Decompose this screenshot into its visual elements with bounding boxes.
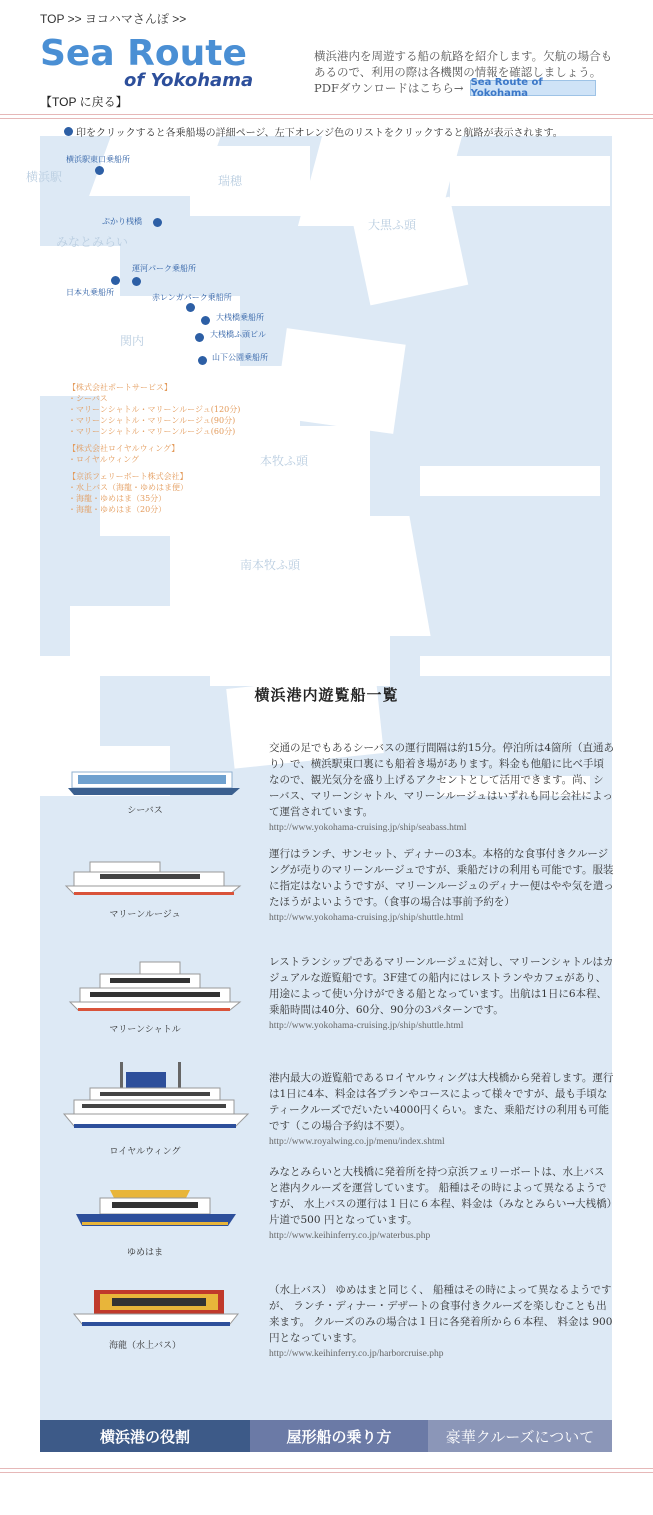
kairyu-ship-icon bbox=[60, 1282, 250, 1336]
nav-port-role[interactable]: 横浜港の役割 bbox=[40, 1420, 250, 1452]
nav-luxury-cruise[interactable]: 豪華クルーズについて bbox=[428, 1420, 612, 1452]
land-block bbox=[450, 156, 610, 206]
pier-pin[interactable] bbox=[111, 276, 120, 285]
land-block bbox=[274, 328, 405, 434]
footer-divider bbox=[0, 1468, 653, 1469]
route-item[interactable]: ・水上バス（海龍・ゆめはま便） bbox=[68, 483, 188, 492]
pier-label[interactable]: 日本丸乗船所 bbox=[66, 288, 114, 297]
pier-pin[interactable] bbox=[195, 333, 204, 342]
route-item[interactable]: ・ロイヤルウィング bbox=[68, 455, 140, 464]
district-label: 関内 bbox=[120, 334, 145, 348]
route-item[interactable]: ・シーバス bbox=[68, 394, 108, 403]
site-logo-sub: of Yokohama bbox=[124, 70, 254, 91]
ship-description bbox=[269, 954, 614, 1034]
land-block bbox=[420, 656, 610, 676]
ship-desc-text: みなとみらいと大桟橋に発着所を持つ京浜フェリーボートは、水上バスと港内クルーズを運営しています。 船種はその時によって異なるようですが、 水上バスの運行は１日に６本程、料金は（みなとみらい→大桟橋）片道で500 円となっています。 bbox=[269, 1166, 612, 1226]
ship-url-link[interactable]: http://www.keihinferry.co.jp/waterbus.php bbox=[269, 1231, 431, 1241]
breadcrumb[interactable]: TOP >> ヨコハマさんぽ >> bbox=[40, 12, 187, 26]
pdf-download-button[interactable]: Sea Route of Yokohama bbox=[470, 80, 596, 96]
route-group bbox=[68, 443, 240, 465]
pier-pin[interactable] bbox=[186, 303, 195, 312]
route-item[interactable]: ・海龍・ゆめはま（20分） bbox=[68, 505, 167, 514]
ship-name: シーバス bbox=[127, 806, 163, 816]
royal-wing-ship-icon bbox=[60, 1058, 250, 1136]
pin-legend-icon bbox=[64, 127, 73, 136]
pier-label[interactable]: 大桟橋ふ頭ビル bbox=[210, 330, 266, 339]
ship-desc-text: 港内最大の遊覧船であるロイヤルウィングは大桟橋から発着します。運行は1日に4本、料金は各プランやコースによって様々ですが、最も手頃なティークルーズでだいたい4000円くらい。また、乗船だけの利用も可能です（この場合予約は不要）。 bbox=[269, 1072, 614, 1132]
ship-desc-text: （水上バス） ゆめはまと同じく、 船種はその時によって異なるようですが、 ランチ・ディナー・デザートの食事付きクルーズを楽しむことも出来ます。 クルーズのみの場合は１日に各発着所から６本程、 料金は 900 円となっています。 bbox=[269, 1284, 613, 1344]
ship-desc-text: レストランシップであるマリーンルージュに対し、マリーンシャトルはカジュアルな遊覧船です。3F建ての船内にはレストランやカフェがあり、用途によって使い分けができる船となっています。出航は1日に6本程、乗船時間は40分、60分、90分の3パターンです。 bbox=[269, 956, 614, 1016]
route-company: 【京浜フェリーボート株式会社】 bbox=[68, 472, 188, 481]
site-logo[interactable]: Sea Route bbox=[40, 33, 247, 74]
header-divider bbox=[0, 114, 653, 115]
pier-label[interactable]: ぷかり桟橋 bbox=[102, 217, 142, 226]
pier-label[interactable]: 赤レンガパーク乗船所 bbox=[152, 293, 232, 302]
intro-text: 横浜港内を周遊する船の航路を紹介します。欠航の場合もあるので、利用の際は各機関の情報を確認しましょう。 bbox=[314, 49, 613, 79]
footer-divider-2 bbox=[0, 1472, 653, 1473]
district-label: 大黒ふ頭 bbox=[368, 218, 417, 232]
pdf-label: PDFダウンロードはこちら→ bbox=[314, 81, 464, 95]
nav-yakatabune[interactable]: 屋形船の乗り方 bbox=[250, 1420, 428, 1452]
district-label: 瑞穂 bbox=[218, 174, 243, 188]
ship-url-link[interactable]: http://www.keihinferry.co.jp/harborcruise.php bbox=[269, 1349, 444, 1359]
ship-url-link[interactable]: http://www.yokohama-cruising.jp/ship/seabass.html bbox=[269, 823, 467, 833]
route-item[interactable]: ・マリーンシャトル・マリーンルージュ(90分) bbox=[68, 416, 236, 425]
district-label: 横浜駅 bbox=[26, 170, 63, 184]
ship-desc-text: 交通の足でもあるシーバスの運行間隔は約15分。停泊所は4箇所（直通あり）で、横浜駅東口裏にも船着き場があります。料金も他船に比べ手頃なので、観光気分を盛り上げるアクセントとして活用できます。尚、シーバス、マリーンシャトル、マリーンルージュはいずれも同じ会社によって運営されています。 bbox=[269, 742, 615, 818]
land-block bbox=[420, 466, 600, 496]
ship-name: マリーンシャトル bbox=[109, 1025, 181, 1035]
pier-pin[interactable] bbox=[95, 166, 104, 175]
district-label: 本牧ふ頭 bbox=[260, 454, 309, 468]
pier-pin[interactable] bbox=[201, 316, 210, 325]
route-item[interactable]: ・海龍・ゆめはま（35分） bbox=[68, 494, 167, 503]
route-group bbox=[68, 471, 240, 515]
ship-name: マリーンルージュ bbox=[109, 910, 181, 920]
marine-rouge-ship-icon bbox=[60, 856, 250, 898]
land-block bbox=[190, 146, 310, 216]
seabass-ship-icon bbox=[60, 768, 250, 798]
route-list bbox=[68, 382, 240, 521]
pier-pin[interactable] bbox=[198, 356, 207, 365]
pier-pin[interactable] bbox=[132, 277, 141, 286]
back-to-top-link[interactable]: 【TOP に戻る】 bbox=[40, 95, 128, 109]
route-group bbox=[68, 382, 240, 437]
district-label: みなとみらい bbox=[56, 235, 129, 249]
route-item[interactable]: ・マリーンシャトル・マリーンルージュ(60分) bbox=[68, 427, 236, 436]
ship-url-link[interactable]: http://www.yokohama-cruising.jp/ship/shuttle.html bbox=[269, 1021, 464, 1031]
ship-name: 海龍（水上バス） bbox=[108, 1341, 181, 1351]
ship-name: ロイヤルウィング bbox=[109, 1147, 181, 1157]
pier-label[interactable]: 横浜駅東口乗船所 bbox=[66, 155, 130, 164]
ship-description bbox=[269, 740, 614, 836]
ship-desc-text: 運行はランチ、サンセット、ディナーの3本。本格的な食事付きクルージングが売りのマリーンルージュですが、乗船だけの利用も可能です。服装に指定はないようですが、マリーンルージュのディナー便はやや気を遣ったほうがよいようです。（食事の場合は事前予約を） bbox=[269, 848, 614, 908]
pier-label[interactable]: 大桟橋乗船所 bbox=[216, 313, 264, 322]
route-company: 【株式会社ロイヤルウィング】 bbox=[68, 444, 180, 453]
yumehama-ship-icon bbox=[60, 1182, 250, 1236]
land-block bbox=[352, 197, 469, 306]
route-company: 【株式会社ポートサービス】 bbox=[68, 383, 172, 392]
ship-description bbox=[269, 1164, 614, 1244]
ship-list-title: 横浜港内遊覧船一覧 bbox=[254, 686, 399, 704]
header-divider-2 bbox=[0, 118, 653, 119]
ship-description bbox=[269, 1070, 614, 1150]
ship-url-link[interactable]: http://www.royalwing.co.jp/menu/index.shtml bbox=[269, 1137, 445, 1147]
ship-description bbox=[269, 1282, 614, 1362]
pdf-download-row bbox=[314, 77, 596, 99]
ship-description bbox=[269, 846, 614, 926]
pier-label[interactable]: 運河パーク乗船所 bbox=[132, 264, 196, 273]
district-label: 南本牧ふ頭 bbox=[240, 558, 301, 572]
route-item[interactable]: ・マリーンシャトル・マリーンルージュ(120分) bbox=[68, 405, 241, 414]
bottom-nav bbox=[40, 1420, 612, 1452]
ship-url-link[interactable]: http://www.yokohama-cruising.jp/ship/shuttle.html bbox=[269, 913, 464, 923]
pier-label[interactable]: 山下公園乗船所 bbox=[212, 353, 268, 362]
land-block bbox=[210, 596, 390, 686]
ship-name: ゆめはま bbox=[126, 1248, 163, 1258]
marine-shuttle-ship-icon bbox=[60, 958, 250, 1014]
map-notice-text: 印をクリックすると各乗船場の詳細ページ、左下オレンジ色のリストをクリックすると航路が表示されます。 bbox=[76, 128, 563, 139]
map-notice bbox=[64, 124, 563, 139]
pier-pin[interactable] bbox=[153, 218, 162, 227]
